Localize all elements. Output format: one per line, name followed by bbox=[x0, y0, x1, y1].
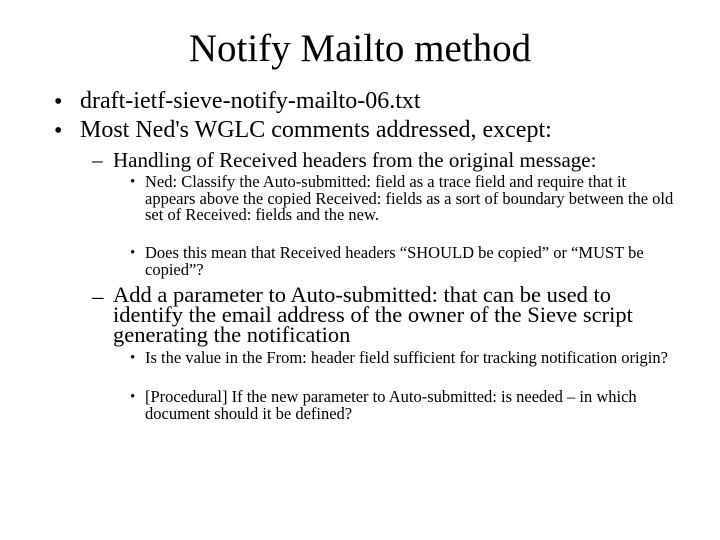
bullet-dot-icon: • bbox=[130, 174, 136, 190]
dash-icon: – bbox=[92, 148, 103, 172]
subsubbullet-text: Does this mean that Received headers “SHOULD be copied” or “MUST be copied”? bbox=[145, 243, 644, 279]
bullet-dot-icon: • bbox=[130, 350, 136, 366]
subsubbullet-text: Is the value in the From: header field sufficient for tracking notification origin? bbox=[145, 348, 668, 367]
subsubbullet-text: [Procedural] If the new parameter to Auto-submitted: is needed – in which document should it be defined? bbox=[145, 387, 637, 423]
subbullet-text: Add a parameter to Auto-submitted: that can be used to identify the email address of the owner of the Sieve script generating the notification bbox=[113, 282, 633, 347]
bullet-dot-icon: • bbox=[130, 245, 136, 261]
bullet-dot-icon: • bbox=[54, 89, 63, 115]
bullet-text: draft-ietf-sieve-notify-mailto-06.txt bbox=[80, 88, 421, 114]
slide-title: Notify Mailto method bbox=[188, 27, 532, 70]
bullet-dot-icon: • bbox=[54, 118, 63, 144]
bullet-dot-icon: • bbox=[130, 389, 136, 405]
dash-icon: – bbox=[92, 284, 104, 309]
subbullet-text: Handling of Received headers from the original message: bbox=[113, 148, 597, 172]
subsubbullet-text: Ned: Classify the Auto-submitted: field as a trace field and require that it appears above the copied Received: fields as a sort of boundary between the old set of Received: fields and the new. bbox=[145, 172, 674, 224]
bullet-text: Most Ned's WGLC comments addressed, except: bbox=[80, 117, 552, 143]
